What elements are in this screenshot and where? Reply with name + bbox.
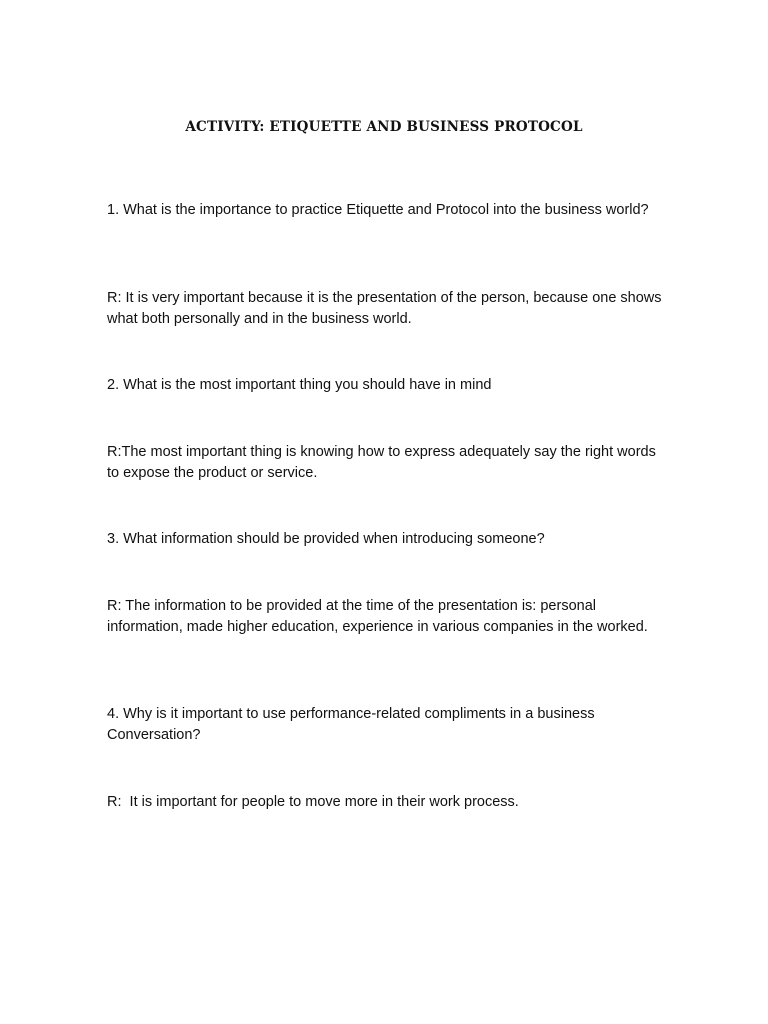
question-4: 4. Why is it important to use performance-related compliments in a business Conversation? [107,706,599,743]
question-1: 1. What is the importance to practice Etiquette and Protocol into the business world? [107,202,649,218]
answer-1: R: It is very important because it is the presentation of the person, because one shows what both personally and in the business world. [107,290,666,327]
question-2: 2. What is the most important thing you should have in mind [107,377,492,393]
answer-2: R:The most important thing is knowing how to express adequately say the right words to expose the product or service. [107,444,660,481]
answer-4: R: It is important for people to move more in their work process. [107,794,519,810]
document-title: ACTIVITY: ETIQUETTE AND BUSINESS PROTOCOL [185,119,583,135]
question-3: 3. What information should be provided when introducing someone? [107,531,545,547]
answer-3: R: The information to be provided at the time of the presentation is: personal information, made higher education, experience in various companies in the worked. [107,598,648,635]
